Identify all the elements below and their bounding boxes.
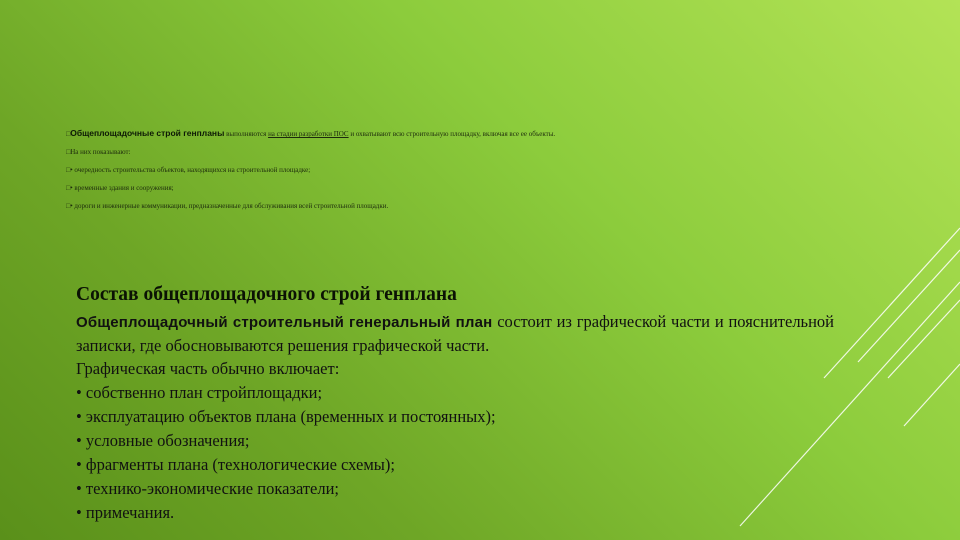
small-line-1-text-a: выполняются (224, 130, 269, 138)
main-intro: Графическая часть обычно включает: (76, 359, 340, 378)
main-title: Состав общеплощадочного строй генплана (76, 284, 457, 305)
main-item-5: • технико-экономические показатели; (76, 479, 340, 498)
small-text-block (66, 124, 706, 215)
small-line-1-marker: □ (66, 130, 71, 138)
deco-line-2 (858, 250, 960, 362)
main-item-6: • примечания. (76, 503, 175, 522)
deco-line-4 (888, 300, 960, 378)
main-item-1: • собственно план стройплощадки; (76, 383, 323, 402)
small-bullet-2: □• временные здания и сооружения; (66, 184, 174, 192)
small-bullet-1: □• очередность строительства объектов, находящихся на строительной площадке; (66, 166, 311, 174)
main-item-4: • фрагменты плана (технологические схемы); (76, 455, 395, 474)
small-line-2: □На них показывают: (66, 148, 131, 156)
small-bullet-3: □• дороги и инженерные коммуникации, предназначенные для обслуживания всей строительной площадки. (66, 202, 389, 210)
small-line-1 (66, 124, 706, 143)
small-line-1-text-b: и охватывают всю строительную площадку, включая все ее объекты. (348, 130, 556, 138)
main-item-3: • условные обозначения; (76, 431, 250, 450)
main-paragraph-lead: Общеплощадочный строительный генеральный план (76, 314, 493, 331)
main-text-block (76, 282, 834, 525)
small-line-1-bold: Общеплощадочные строй генпланы (70, 128, 225, 138)
main-paragraph (76, 310, 834, 357)
deco-line-1 (824, 228, 960, 378)
small-line-1-link[interactable]: на стадии разработки ПОС (268, 130, 349, 138)
main-item-2: • эксплуатацию объектов плана (временных и постоянных); (76, 407, 496, 426)
main-paragraph-rest: состоит из графической части и пояснительной записки, где обосновываются решения графической части. (76, 312, 834, 355)
deco-line-5 (904, 364, 960, 426)
